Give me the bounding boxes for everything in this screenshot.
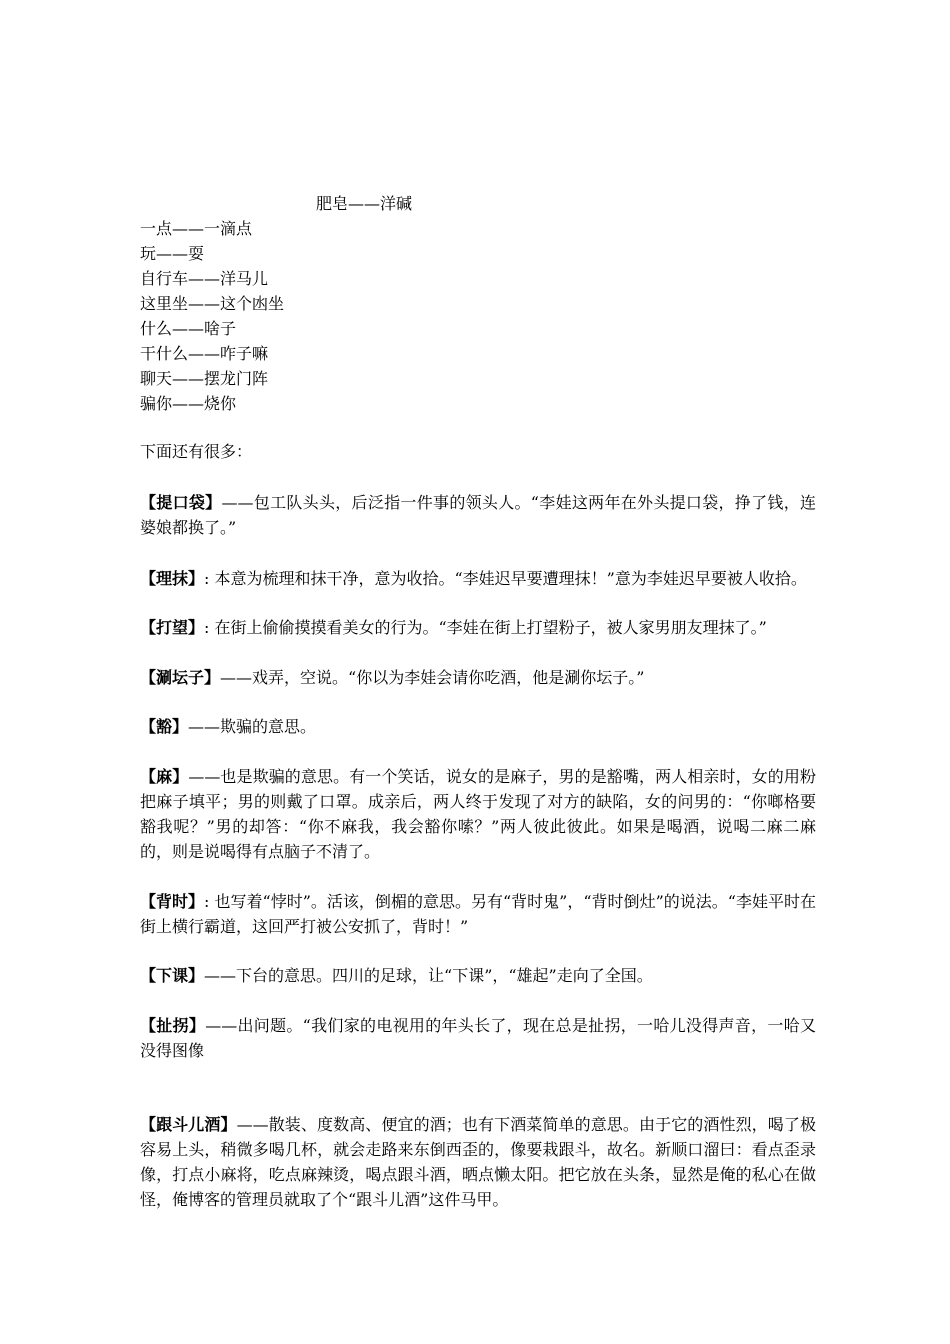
entry-term: 【背时】 <box>140 892 205 911</box>
entry-term: 【豁】 <box>140 717 189 736</box>
entry-text: ——包工队头头，后泛指一件事的领头人。“李娃这两年在外头提口袋，挣了钱，连婆娘都换了。” <box>140 493 816 537</box>
entry-bei-shi <box>140 889 816 939</box>
entry-text: ——欺骗的意思。 <box>188 717 317 736</box>
entry-term: 【涮坛子】 <box>140 668 221 687</box>
entry-shuan-tan-zi <box>140 665 816 690</box>
vocab-item: 这里坐——这个凼坐 <box>140 294 285 313</box>
entry-text: ——戏弄，空说。“你以为李娃会请你吃酒，他是涮你坛子。” <box>220 668 645 687</box>
entry-text: : 也写着“悖时”。活该，倒楣的意思。另有“背时鬼”，“背时倒灶”的说法。“李娃平时在街上横行霸道，这回严打被公安抓了，背时！” <box>140 892 816 936</box>
entry-huo <box>140 714 816 739</box>
vocab-item: 一点——一滴点 <box>140 219 253 238</box>
entry-text: : 本意为梳理和抹干净，意为收拾。“李娃迟早要遭理抹！”意为李娃迟早要被人收拾。 <box>204 569 807 588</box>
entry-che-guai <box>140 1013 816 1063</box>
entry-ma <box>140 764 816 864</box>
entry-term: 【下课】 <box>140 966 205 985</box>
vocab-list <box>140 216 284 416</box>
entry-term: 【扯拐】 <box>140 1016 206 1035</box>
entry-text: ——散装、度数高、便宜的酒；也有下酒菜简单的意思。由于它的酒性烈，喝了极容易上头，稍微多喝几杯，就会走路来东倒西歪的，像要栽跟斗，故名。新顺口溜曰：看点歪录像，打点小麻将，吃点麻辣烫，喝点跟斗酒，晒点懒太阳。把它放在头条，显然是俺的私心在做怪，俺博客的管理员就取了个“跟斗儿酒”这件马甲。 <box>140 1115 816 1209</box>
entry-term: 【打望】 <box>140 618 205 637</box>
vocab-item: 什么——啥子 <box>140 319 237 338</box>
vocab-item: 聊天——摆龙门阵 <box>140 369 269 388</box>
entry-text: ——出问题。“我们家的电视用的年头长了，现在总是扯拐，一哈儿没得声音，一哈又没得图像 <box>140 1016 816 1060</box>
entry-li-mo <box>140 566 816 591</box>
entry-text: ——也是欺骗的意思。有一个笑话，说女的是麻子，男的是豁嘴，两人相亲时，女的用粉把麻子填平；男的则戴了口罩。成亲后，两人终于发现了对方的缺陷，女的问男的：“你啷格要豁我呢？”男的却答：“你不麻我，我会豁你嗦？”两人彼此彼此。如果是喝酒，说喝二麻二麻的，则是说喝得有点脑子不清了。 <box>140 767 816 861</box>
entry-text: : 在街上偷偷摸摸看美女的行为。“李娃在街上打望粉子，被人家男朋友理抹了。” <box>204 618 767 637</box>
entry-term: 【提口袋】 <box>140 493 222 512</box>
entry-term: 【麻】 <box>140 767 189 786</box>
entry-term: 【理抹】 <box>140 569 205 588</box>
vocab-item: 自行车——洋马儿 <box>140 269 269 288</box>
entry-ti-kou-dai <box>140 490 816 540</box>
more-intro: 下面还有很多： <box>140 442 253 461</box>
vocab-item: 玩——耍 <box>140 244 205 263</box>
entry-term: 【跟斗儿酒】 <box>140 1115 237 1134</box>
entry-da-wang <box>140 615 816 640</box>
entry-text: ——下台的意思。四川的足球，让“下课”，“雄起”走向了全国。 <box>204 966 653 985</box>
entry-gen-dou-er-jiu <box>140 1112 816 1212</box>
vocab-item: 骗你——烧你 <box>140 394 237 413</box>
entry-xia-ke <box>140 963 816 988</box>
document-title: 肥皂——洋碱 <box>316 194 413 213</box>
vocab-item: 干什么——咋子嘛 <box>140 344 269 363</box>
